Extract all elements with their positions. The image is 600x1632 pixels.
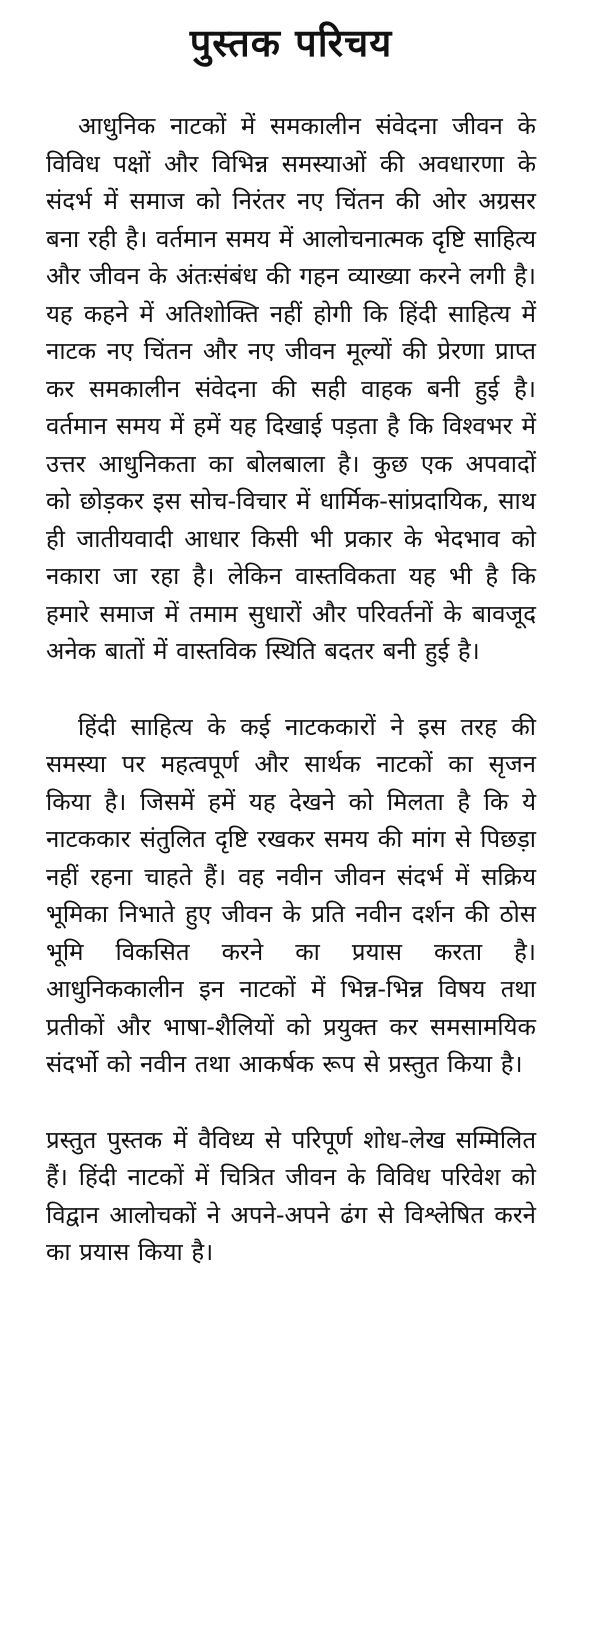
page-title: पुस्तक परिचय [189, 21, 393, 65]
paragraph-3: प्रस्तुत पुस्तक में वैविध्य से परिपूर्ण शोध-लेख सम्मिलित हैं। हिंदी नाटकों में चित्रित जीवन के विविध परिवेश को विद्वान आलोचकों ने अपने-अपने ढंग से विश्लेषित करने का प्रयास किया है। [46, 1125, 536, 1266]
paragraph-2: हिंदी साहित्य के कई नाटककारों ने इस तरह की समस्या पर महत्वपूर्ण और सार्थक नाटकों का सृजन किया है। जिसमें हमें यह देखने को मिलता है कि ये नाटककार संतुलित दृष्टि रखकर समय की मांग से पिछड़ा नहीं रहना चाहते हैं। वह नवीन जीवन संदर्भ में सक्रिय भूमिका निभाते हुए जीवन के प्रति नवीन दर्शन की ठोस भूमि विकसित करने का प्रयास करता है। आधुनिककालीन इन नाटकों में भिन्न-भिन्न विषय तथा प्रतीकों और भाषा-शैलियों को प्रयुक्त कर समसामयिक संदर्भो को नवीन तथा आकर्षक रूप से प्रस्तुत किया है। [46, 712, 536, 1078]
paragraph-1: आधुनिक नाटकों में समकालीन संवेदना जीवन के विविध पक्षों और विभिन्न समस्याओं की अवधारणा के संदर्भ में समाज को निरंतर नए चिंतन की ओर अग्रसर बना रही है। वर्तमान समय में आलोचनात्मक दृष्टि साहित्य और जीवन के अंतःसंबंध की गहन व्याख्या करने लगी है। यह कहने में अतिशोक्ति नहीं होगी कि हिंदी साहित्य में नाटक नए चिंतन और नए जीवन मूल्यों की प्रेरणा प्राप्त कर समकालीन संवेदना की सही वाहक बनी हुई है। वर्तमान समय में हमें यह दिखाई पड़ता है कि विश्वभर में उत्तर आधुनिकता का बोलबाला है। कुछ एक अपवादों को छोड़कर इस सोच-विचार में धार्मिक-सांप्रदायिक, साथ ही जातीयवादी आधार किसी भी प्रकार के भेदभाव को नकारा जा रहा है। लेकिन वास्तविकता यह भी है कि हमारे समाज में तमाम सुधारों और परिवर्तनों के बावजूद अनेक बातों में वास्तविक स्थिति बदतर बनी हुई है। [46, 112, 536, 665]
book-introduction-page [46, 18, 536, 1272]
